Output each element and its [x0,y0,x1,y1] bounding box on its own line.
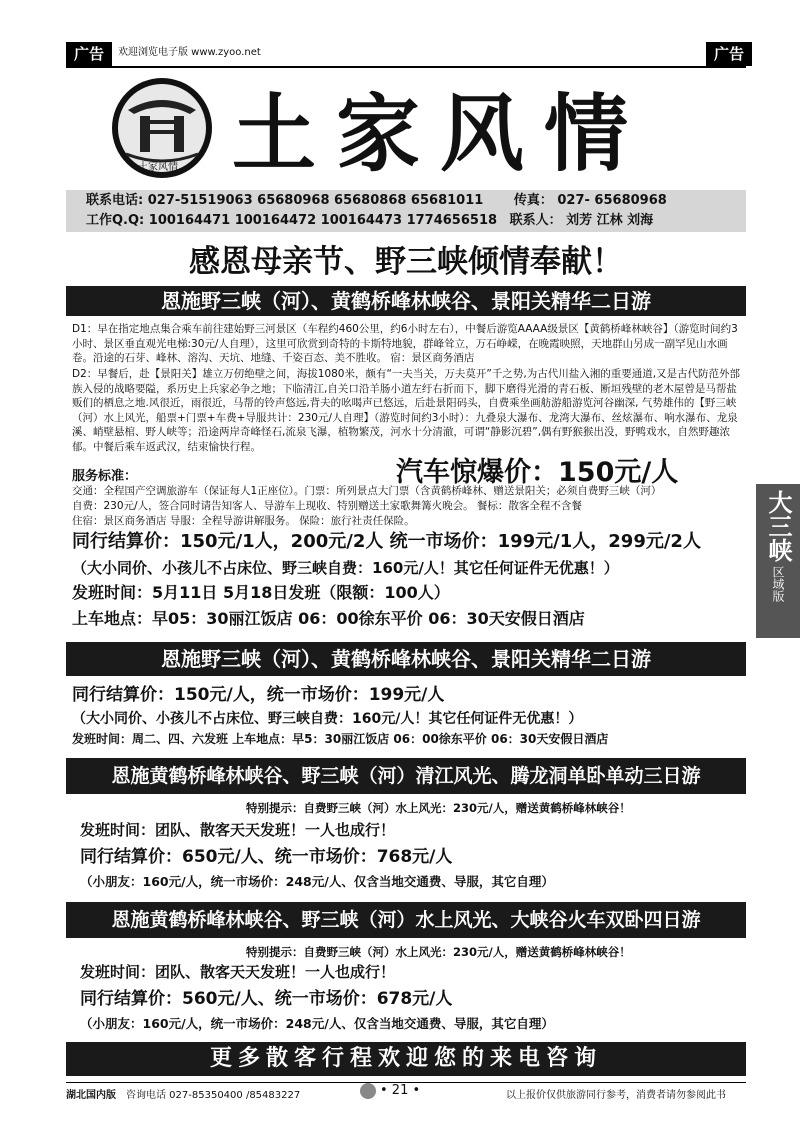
tour2-title: 恩施野三峡（河）、黄鹤桥峰林峡谷、景阳关精华二日游 [66,642,746,676]
tour3-child-price: （小朋友：160元/人，统一市场价：248元/人、仅含当地交通费、导服，其它自理） [80,874,554,889]
page-badge-icon [360,1083,376,1099]
tour2-depart: 发班时间：周二、四、六发班 上车地点：早5：30丽江饭店 06：00徐东平价 06：30天安假日酒店 [72,732,609,746]
tour1-day2: D2：早餐后，赴【景阳关】雄立万仞绝壁之间，海拔1080米，颇有“一夫当关，万夫莫开”千之势,为古代川盐入湘的重要通道,又是古代防范外部族入侵的战略要隘，系历史上兵家必争之地；下临清江,自关口沿羊肠小道左纡右折而下，脚下磨得光滑的青石板、断垣残壁的老木屋曾是马帮盐贩们的栖息之地.风很近，雨很近，马帮的铃声悠远,背夫的吆喝声已悠远，后赴景阳码头，自费乘坐画舫游船游览河谷幽深, 气势雄伟的【野三峡（河）水上风光，船票+门票+车费+导服共计：230元/人自理】（游览时间约3小时）：九叠泉大瀑布、龙湾大瀑布、丝炫瀑布、响水瀑布、龙泉溪、峭壁悬棺、野人峡等；沿途两岸奇峰怪石,流泉飞瀑，植物繁茂，河水十分清澈，可谓“静影沉碧”,偶有野猴猴出没，野鸭戏水，自然野趣浓郁。中餐后乘车返武汉，结束愉快行程。 [72,368,741,453]
tour1-depart: 发班时间：5月11日 5月18日发班（限额：100人） [72,583,450,602]
logo-caption: 土家风情 [138,162,178,173]
tour2-price: 同行结算价：150元/人，统一市场价：199元/人 [72,685,445,705]
tour1-service-2: 自费：230元/人，签合同时请告知客人、导游车上现收、特别赠送土家歌舞篝火晚会。 餐标：散客全程不含餐 [72,500,582,512]
person-label: 联系人： [509,213,562,228]
tour1-title: 恩施野三峡（河）、黄鹤桥峰林峡谷、景阳关精华二日游 [66,286,746,316]
page-number: • 21 • [380,1083,421,1098]
tour2-note: （大小同价、小孩儿不占床位、野三峡自费：160元/人！其它任何证件无优惠！） [72,711,583,727]
fax-number: 027- 65680968 [557,193,667,208]
side-badge-big: 大三峡 [764,490,793,562]
site-url: 欢迎浏览电子版 www.zyoo.net [118,47,261,58]
phone-numbers: 027-51519063 65680968 65680868 65681011 [147,193,484,208]
tour3-title: 恩施黄鹤桥峰林峡谷、野三峡（河）清江风光、腾龙洞单卧单动三日游 [66,758,746,794]
tour3-depart: 发班时间：团队、散客天天发班！一人也成行！ [80,821,396,839]
tour1-note: （大小同价、小孩儿不占床位、野三峡自费：160元/人！其它任何证件无优惠！） [72,559,619,577]
tour1-price: 同行结算价：150元/1人，200元/2人 统一市场价：199元/1人，299元/2人 [72,531,701,552]
tour3-price: 同行结算价：650元/人、统一市场价：768元/人 [80,847,453,867]
qq-label: 工作Q.Q: [86,213,145,228]
tour1-promo-price: 汽车惊爆价：150元/人 [396,457,679,488]
tour1-service-1: 交通：全程国产空调旅游车（保证每人1正座位）。门票：所列景点大门票（含黄鹤桥峰林、赠送景阳关；必须自费野三峡（河） [72,485,662,497]
tour3-tip: 特别提示：自费野三峡（河）水上风光：230元/人，赠送黄鹤桥峰林峡谷！ [246,801,631,815]
brand-title: 土家风情 [232,84,649,183]
footer-banner: 更多散客行程欢迎您的来电咨询 [66,1042,746,1076]
top-rule [66,66,746,68]
tour4-child-price: （小朋友：160元/人，统一市场价：248元/人、仅含当地交通费、导服，其它自理） [80,1016,554,1031]
tour1-service-3: 住宿：景区商务酒店 导服：全程导游讲解服务。 保险：旅行社责任保险。 [72,515,415,527]
person-names: 刘芳 江林 刘海 [566,213,654,228]
tour1-pickup: 上车地点：早05：30丽江饭店 06：00徐东平价 06：30天安假日酒店 [72,609,585,628]
tour4-price: 同行结算价：560元/人、统一市场价：678元/人 [80,989,453,1009]
headline: 感恩母亲节、野三峡倾情奉献！ [189,244,623,280]
ad-label-left: 广告 [66,42,112,66]
footer-left-label: 湖北国内版 [66,1090,116,1101]
contact-qq-line [86,211,653,231]
qq-numbers: 100164471 100164472 100164473 1774656518 [148,213,498,228]
tour1-day1: D1：早在指定地点集合乘车前往建始野三河景区（车程约460公里，约6小时左右），中餐后游览AAAA级景区【黄鹤桥峰林峡谷】（游览时间约3小时、景区垂直观光电梯:30元/人自理），这里可欣赏到奇特的卡斯特地貌，群峰耸立，万石峥嵘，在晚霞映照，天地群山另成一副罕见山水画卷。沿途的石芽、峰林、溶沟、天坑、地缝、千姿百态、美不胜收。 宿：景区商务酒店 [72,323,738,364]
ad-label-right: 广告 [706,42,752,66]
footer-disclaimer: 以上报价仅供旅游同行参考，消费者请勿参阅此书 [506,1090,726,1101]
footer-phone: 咨询电话 027-85350400 /85483227 [126,1090,301,1101]
tour1-service-title: 服务标准： [72,469,138,484]
side-badge-small: 区域版 [771,566,785,602]
phone-label: 联系电话: [86,193,144,208]
contact-phones-line [86,191,667,211]
tour4-tip: 特别提示：自费野三峡（河）水上风光：230元/人，赠送黄鹤桥峰林峡谷！ [246,945,631,959]
fax-label: 传真： [513,193,553,208]
tour4-depart: 发班时间：团队、散客天天发班！一人也成行！ [80,963,396,981]
side-badge [756,484,800,638]
tour4-title: 恩施黄鹤桥峰林峡谷、野三峡（河）水上风光、大峡谷火车双卧四日游 [66,902,746,938]
